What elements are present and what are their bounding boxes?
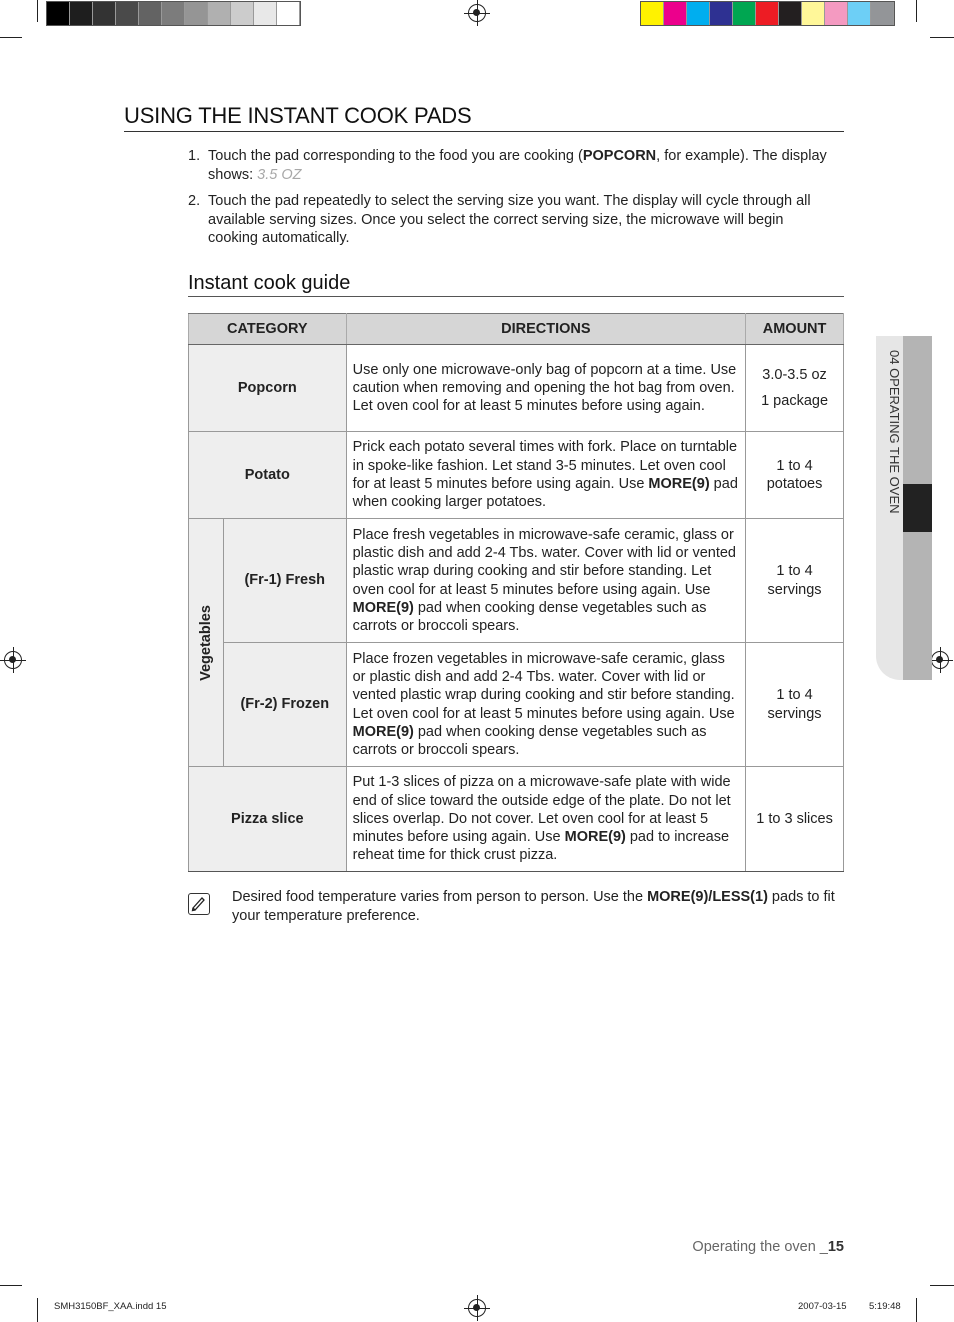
note-text-part: pads to fit your temperature preference. xyxy=(232,889,835,924)
directions-bold-text: MORE(9) xyxy=(352,599,414,616)
step-text: Touch the pad repeatedly to select the serving size you want. The display will cycle through all available serving sizes. Once you select the correct serving size, the microwave will begin cooking automatically. xyxy=(208,193,811,246)
column-header-amount: AMOUNT xyxy=(746,314,844,345)
color-swatch xyxy=(208,2,231,25)
color-swatch xyxy=(93,2,116,25)
color-swatch xyxy=(871,2,894,25)
color-swatch xyxy=(664,2,687,25)
crop-mark xyxy=(37,0,38,22)
directions-text: Place fresh vegetables in microwave-safe ceramic, glass or plastic dish and add 2-4 Tbs. water. Cover with lid or vented plastic wrap during cooking and stir before standing. Let oven cool for at least 5 minutes before using again. Use xyxy=(352,526,736,598)
color-swatch xyxy=(802,2,825,25)
amount-cell: 1 to 4 potatoes xyxy=(746,432,844,519)
list-item xyxy=(188,147,828,184)
chapter-label: 04 OPERATING THE OVEN xyxy=(887,350,902,514)
chapter-side-tab xyxy=(876,336,932,680)
list-item xyxy=(188,192,828,248)
amount-value: 3.0-3.5 oz xyxy=(762,366,827,383)
registration-mark-icon xyxy=(931,651,949,669)
color-swatch xyxy=(70,2,93,25)
slug-filename: SMH3150BF_XAA.indd 15 xyxy=(54,1301,167,1312)
directions-cell xyxy=(346,519,746,643)
directions-text: pad when cooking dense vegetables such as carrots or broccoli spears. xyxy=(352,599,707,635)
directions-text: pad when cooking larger potatoes. xyxy=(352,476,738,511)
slug-date: 2007-03-15 xyxy=(798,1301,847,1312)
category-cell: (Fr-2) Frozen xyxy=(223,643,346,767)
table-row xyxy=(189,519,844,643)
table-row xyxy=(189,767,844,872)
note-text-part: Desired food temperature varies from person to person. Use the xyxy=(232,889,648,905)
registration-mark-icon xyxy=(468,1299,486,1317)
crop-mark xyxy=(916,0,917,22)
page-number: 15 xyxy=(827,1239,844,1255)
note-text xyxy=(232,888,844,925)
color-swatch xyxy=(116,2,139,25)
amount-cell xyxy=(746,345,844,432)
color-swatch xyxy=(47,2,70,25)
directions-cell xyxy=(346,643,746,767)
amount-cell: 1 to 4 servings xyxy=(746,519,844,643)
directions-bold-text: MORE(9) xyxy=(648,476,710,492)
instant-cook-table xyxy=(188,313,844,872)
color-swatch xyxy=(162,2,185,25)
directions-cell: Use only one microwave-only bag of popcorn at a time. Use caution when removing and opening the hot bag from oven. Let oven cool for at least 5 minutes before using again. xyxy=(346,345,746,432)
directions-cell xyxy=(346,767,746,872)
directions-text: pad when cooking dense vegetables such as carrots or broccoli spears. xyxy=(352,723,707,759)
process-color-bar xyxy=(640,1,895,26)
color-swatch xyxy=(848,2,871,25)
color-swatch xyxy=(254,2,277,25)
page-footer xyxy=(692,1239,844,1255)
step-number: 2. xyxy=(188,193,201,209)
category-cell: Pizza slice xyxy=(189,767,347,872)
category-cell: (Fr-1) Fresh xyxy=(223,519,346,643)
step-text: Touch the pad corresponding to the food you are cooking ( xyxy=(208,148,583,164)
amount-cell: 1 to 4 servings xyxy=(746,643,844,767)
table-row xyxy=(189,345,844,432)
category-cell: Potato xyxy=(189,432,347,519)
column-header-directions: DIRECTIONS xyxy=(346,314,746,345)
step-number: 1. xyxy=(188,148,201,164)
color-swatch xyxy=(641,2,664,25)
grayscale-color-bar xyxy=(46,1,301,26)
directions-text: Prick each potato several times with fork. Place on turntable in spoke-like fashion. Let stand 3-5 minutes. Let oven cool for at least 5 minutes before using again. Use xyxy=(352,439,738,492)
color-swatch xyxy=(231,2,254,25)
directions-text: Place frozen vegetables in microwave-safe ceramic, glass or plastic dish and add 2-4 Tbs. water. Cover with lid or vented plastic wrap during cooking and stir before standing. Let oven cool for at least 5 minutes before using again. Use xyxy=(352,650,735,722)
amount-value: 1 package xyxy=(761,393,829,409)
table-row xyxy=(189,643,844,767)
color-swatch xyxy=(756,2,779,25)
vegetables-group-cell xyxy=(189,519,224,767)
section-title: Instant cook guide xyxy=(188,272,844,297)
color-swatch xyxy=(277,2,300,25)
footer-text: Operating the oven _ xyxy=(692,1239,828,1255)
crop-mark xyxy=(37,1298,38,1322)
instruction-steps xyxy=(188,147,828,256)
color-swatch xyxy=(687,2,710,25)
directions-bold-text: MORE(9) xyxy=(352,723,414,740)
directions-cell xyxy=(346,432,746,519)
display-readout: 3.5 OZ xyxy=(257,166,302,183)
registration-mark-icon xyxy=(468,4,486,22)
side-tab-marker xyxy=(903,484,932,532)
crop-mark xyxy=(930,37,954,38)
crop-mark xyxy=(930,1285,954,1286)
crop-mark xyxy=(0,37,22,38)
note-pencil-icon xyxy=(188,893,210,915)
amount-cell: 1 to 3 slices xyxy=(746,767,844,872)
step-text: , for example). The display shows: xyxy=(208,148,827,183)
crop-mark xyxy=(0,1285,22,1286)
table-header-row xyxy=(189,314,844,345)
registration-mark-icon xyxy=(4,651,22,669)
step-bold-text: POPCORN xyxy=(582,148,657,164)
page-title: USING THE INSTANT COOK PADS xyxy=(124,103,844,132)
note-bold-text: MORE(9)/LESS(1) xyxy=(647,889,768,905)
color-swatch xyxy=(710,2,733,25)
slug-time: 5:19:48 xyxy=(869,1301,901,1312)
crop-mark xyxy=(916,1298,917,1322)
color-swatch xyxy=(825,2,848,25)
directions-bold-text: MORE(9) xyxy=(564,829,626,846)
category-cell: Popcorn xyxy=(189,345,347,432)
directions-text: Put 1-3 slices of pizza on a microwave-safe plate with wide end of slice toward the outside edge of the plate. Do not let slices overlap. Do not cover. Let oven cool for at least 5 minutes before using again. Use xyxy=(352,774,731,846)
vegetables-label: Vegetables xyxy=(197,604,214,681)
color-swatch xyxy=(185,2,208,25)
color-swatch xyxy=(139,2,162,25)
color-swatch xyxy=(733,2,756,25)
table-row xyxy=(189,432,844,519)
directions-text: pad to increase reheat time for thick crust pizza. xyxy=(352,829,730,864)
color-swatch xyxy=(779,2,802,25)
column-header-category: CATEGORY xyxy=(189,314,347,345)
